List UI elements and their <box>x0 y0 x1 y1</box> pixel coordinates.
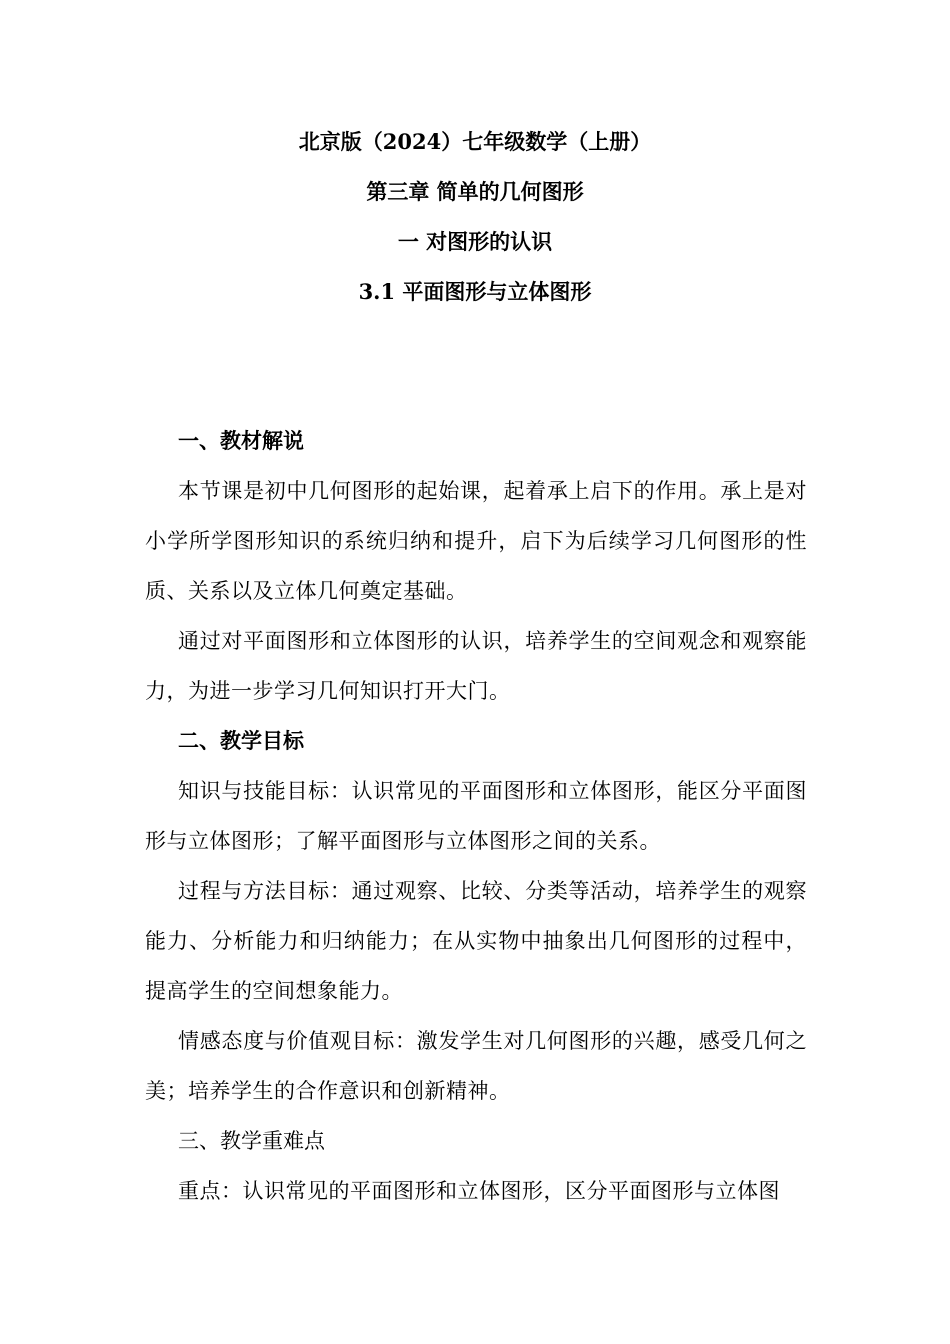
knowledge-goal-paragraph: 知识与技能目标：认识常见的平面图形和立体图形，能区分平面图形与立体图形；了解平面图形与立体图形之间的关系。 <box>145 779 807 853</box>
key-points-heading: 三、教学重难点 <box>178 1129 325 1153</box>
process-goal-paragraph: 过程与方法目标：通过观察、比较、分类等活动，培养学生的观察能力、分析能力和归纳能力；在从实物中抽象出几何图形的过程中，提高学生的空间想象能力。 <box>145 879 807 1003</box>
textbook-analysis-heading: 一、教材解说 <box>178 428 304 453</box>
key-points-paragraph: 重点：认识常见的平面图形和立体图形，区分平面图形与立体图 <box>178 1179 780 1203</box>
textbook-analysis-paragraph: 本节课是初中几何图形的起始课，起着承上启下的作用。承上是对小学所学图形知识的系统归纳和提升，启下为后续学习几何图形的性质、关系以及立体几何奠定基础。 <box>145 479 807 603</box>
book-title: 北京版（2024）七年级数学（上册） <box>298 129 652 154</box>
textbook-analysis-paragraph: 通过对平面图形和立体图形的认识，培养学生的空间观念和观察能力，为进一步学习几何知识打开大门。 <box>145 629 807 703</box>
emotion-goal-paragraph: 情感态度与价值观目标：激发学生对几何图形的兴趣，感受几何之美；培养学生的合作意识和创新精神。 <box>145 1029 807 1103</box>
chapter-title: 第三章 简单的几何图形 <box>366 179 584 204</box>
section-title: 一 对图形的认识 <box>397 229 553 254</box>
lesson-title: 3.1 平面图形与立体图形 <box>358 279 592 304</box>
teaching-goals-heading: 二、教学目标 <box>178 728 304 753</box>
